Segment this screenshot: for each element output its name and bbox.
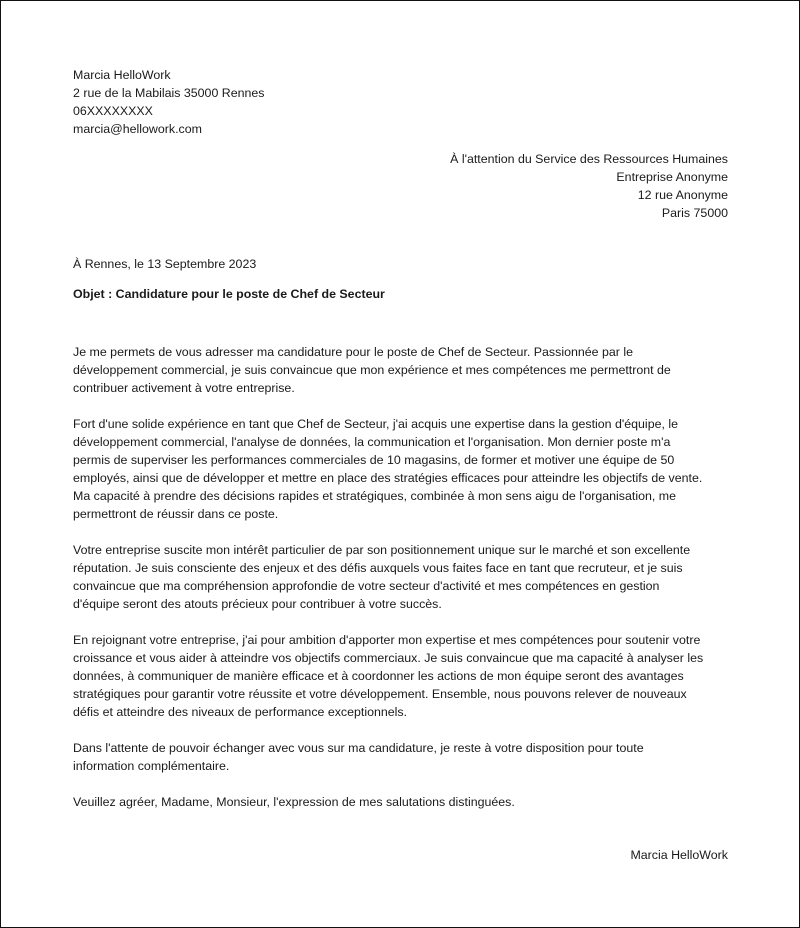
letter-subject: Objet : Candidature pour le poste de Chef de Secteur	[73, 287, 385, 301]
body-paragraph	[73, 739, 733, 775]
letter-body	[73, 343, 733, 829]
sender-name: Marcia HelloWork	[73, 68, 171, 82]
body-paragraph	[73, 415, 733, 523]
paragraph-line: Votre entreprise suscite mon intérêt particulier de par son positionnement unique sur le marché et son excellente	[73, 543, 691, 557]
paragraph-line: permettront de réussir dans ce poste.	[73, 507, 279, 521]
paragraph-line: employés, ainsi que de développer et mettre en place des stratégies efficaces pour atteindre les objectifs de vente.	[73, 471, 703, 485]
paragraph-line: croissance et vous aider à atteindre vos objectifs commerciaux. Je suis convaincue que ma capacité à analyser les	[73, 651, 704, 665]
body-paragraph	[73, 631, 733, 721]
paragraph-line: Fort d'une solide expérience en tant que Chef de Secteur, j'ai acquis une expertise dans la gestion d'équipe, le	[73, 417, 678, 431]
recipient-street: 12 rue Anonyme	[637, 188, 728, 202]
paragraph-line: Ma capacité à prendre des décisions rapides et stratégiques, combinée à mon sens aigu de l'organisation, me	[73, 489, 676, 503]
paragraph-line: défis et atteindre des niveaux de performance exceptionnels.	[73, 705, 408, 719]
body-paragraph	[73, 541, 733, 613]
sender-email: marcia@hellowork.com	[73, 122, 202, 136]
recipient-attention: À l'attention du Service des Ressources Humaines	[450, 152, 728, 166]
sender-phone: 06XXXXXXXX	[73, 104, 153, 118]
paragraph-line: développement commercial, je suis convaincue que mon expérience et mes compétences me permettront de	[73, 363, 671, 377]
paragraph-line: contribuer activement à votre entreprise.	[73, 381, 295, 395]
recipient-city: Paris 75000	[661, 206, 728, 220]
closing-paragraph	[73, 793, 733, 811]
body-paragraph	[73, 343, 733, 397]
recipient-company: Entreprise Anonyme	[616, 170, 728, 184]
paragraph-line: Dans l'attente de pouvoir échanger avec vous sur ma candidature, je reste à votre disposition pour toute	[73, 741, 644, 755]
paragraph-line: données, à communiquer de manière efficace et à coordonner les actions de mon équipe seront des avantages	[73, 669, 684, 683]
sender-block	[73, 66, 265, 138]
paragraph-line: Je me permets de vous adresser ma candidature pour le poste de Chef de Secteur. Passionnée par le	[73, 345, 633, 359]
paragraph-line: information complémentaire.	[73, 759, 230, 773]
place-date: À Rennes, le 13 Septembre 2023	[73, 257, 257, 271]
signature: Marcia HelloWork	[630, 848, 728, 862]
recipient-block	[450, 150, 728, 222]
sender-address: 2 rue de la Mabilais 35000 Rennes	[73, 86, 265, 100]
paragraph-line: Veuillez agréer, Madame, Monsieur, l'expression de mes salutations distinguées.	[73, 795, 515, 809]
paragraph-line: d'équipe seront des atouts précieux pour contribuer à votre succès.	[73, 597, 442, 611]
paragraph-line: stratégiques pour garantir votre réussite et votre développement. Ensemble, nous pouvons relever de nouveaux	[73, 687, 687, 701]
paragraph-line: permis de superviser les performances commerciales de 10 magasins, de former et motiver une équipe de 50	[73, 453, 675, 467]
paragraph-line: réputation. Je suis consciente des enjeux et des défis auxquels vous faites face en tant que recruteur, et je suis	[73, 561, 683, 575]
paragraph-line: En rejoignant votre entreprise, j'ai pour ambition d'apporter mon expertise et mes compétences pour soutenir votre	[73, 633, 701, 647]
paragraph-line: convaincue que ma compréhension approfondie de votre secteur d'activité et mes compétences en gestion	[73, 579, 660, 593]
paragraph-line: développement commercial, l'analyse de données, la communication et l'organisation. Mon dernier poste m'a	[73, 435, 671, 449]
